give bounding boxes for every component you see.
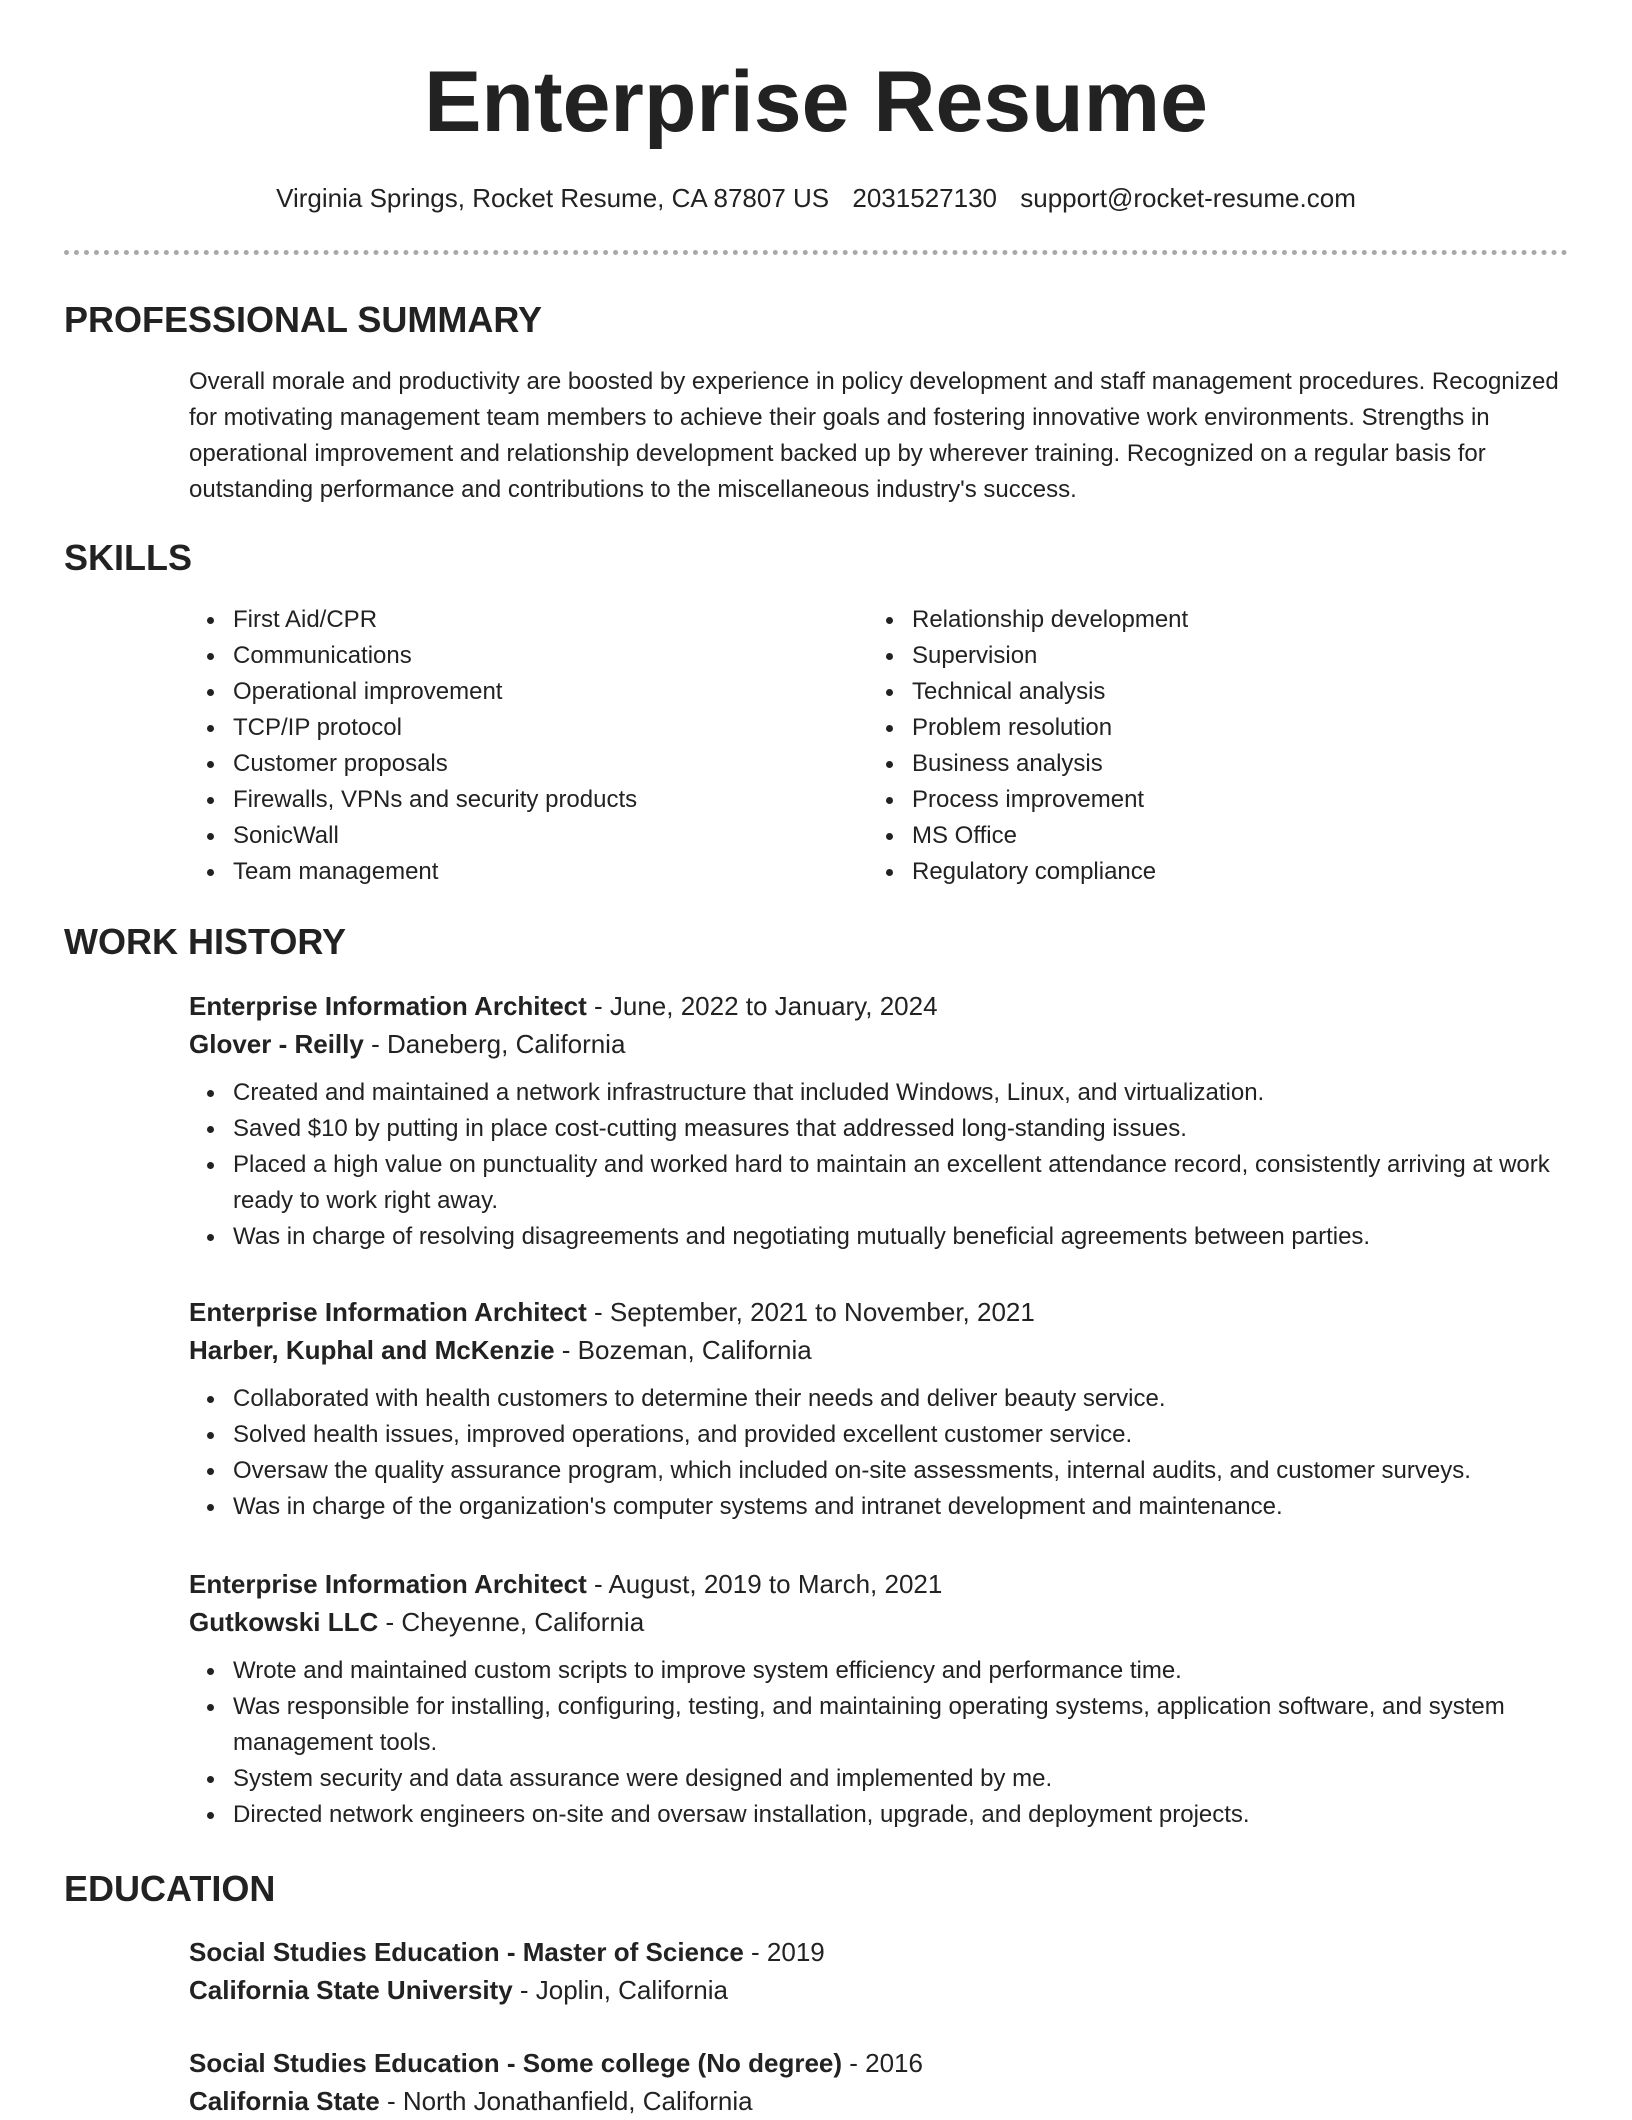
email-text: support@rocket-resume.com bbox=[1020, 183, 1356, 213]
skill-item: Communications bbox=[189, 638, 849, 674]
education-entry bbox=[189, 1933, 1569, 2009]
skills-list-left bbox=[189, 602, 849, 890]
job-bullet: Created and maintained a network infrastructure that included Windows, Linux, and virtualization. bbox=[189, 1075, 1569, 1111]
contact-line bbox=[0, 180, 1632, 216]
school-location: - Joplin, California bbox=[512, 1975, 728, 2005]
skills-heading: SKILLS bbox=[64, 537, 193, 578]
resume-title: Enterprise Resume bbox=[424, 54, 1208, 150]
work-history-heading: WORK HISTORY bbox=[64, 921, 347, 962]
skill-item: Regulatory compliance bbox=[868, 854, 1548, 890]
company-name: Harber, Kuphal and McKenzie bbox=[189, 1335, 555, 1365]
job-bullets bbox=[189, 1653, 1569, 1833]
degree-name: Social Studies Education - Some college (No degree) bbox=[189, 2048, 843, 2078]
skill-item: Technical analysis bbox=[868, 674, 1548, 710]
skill-item: Supervision bbox=[868, 638, 1548, 674]
job-bullets bbox=[189, 1381, 1569, 1525]
job-company-line bbox=[189, 1603, 1569, 1641]
summary-heading: PROFESSIONAL SUMMARY bbox=[64, 299, 543, 340]
school-line bbox=[189, 2082, 1569, 2120]
job-dates: - September, 2021 to November, 2021 bbox=[586, 1297, 1035, 1327]
company-name: Glover - Reilly bbox=[189, 1029, 364, 1059]
job-title-line bbox=[189, 1293, 1569, 1331]
job-dates: - June, 2022 to January, 2024 bbox=[586, 991, 938, 1021]
degree-name: Social Studies Education - Master of Science bbox=[189, 1937, 744, 1967]
job-title-line bbox=[189, 987, 1569, 1025]
degree-year: - 2019 bbox=[743, 1937, 825, 1967]
degree-line bbox=[189, 1933, 1569, 1971]
skill-item: Process improvement bbox=[868, 782, 1548, 818]
phone-text: 2031527130 bbox=[852, 183, 997, 213]
job-bullet: Wrote and maintained custom scripts to improve system efficiency and performance time. bbox=[189, 1653, 1569, 1689]
skill-item: Firewalls, VPNs and security products bbox=[189, 782, 849, 818]
job-entry bbox=[189, 1293, 1569, 1525]
job-title-line bbox=[189, 1565, 1569, 1603]
school-name: California State University bbox=[189, 1975, 513, 2005]
skill-item: First Aid/CPR bbox=[189, 602, 849, 638]
job-entry bbox=[189, 1565, 1569, 1833]
degree-year: - 2016 bbox=[842, 2048, 923, 2078]
education-heading: EDUCATION bbox=[64, 1868, 276, 1909]
school-line bbox=[189, 1971, 1569, 2009]
summary-text: Overall morale and productivity are boosted by experience in policy development and staff management procedures. Recognized for motivating management team members to achieve their goals and fostering innovative work environments. Strengths in operational improvement and relationship development backed up by wherever training. Recognized on a regular basis for outstanding performance and contributions to the miscellaneous industry's success. bbox=[189, 368, 1559, 503]
school-location: - North Jonathanfield, California bbox=[379, 2086, 753, 2116]
skills-list-right bbox=[868, 602, 1548, 890]
company-name: Gutkowski LLC bbox=[189, 1607, 379, 1637]
skill-item: Problem resolution bbox=[868, 710, 1548, 746]
company-location: - Daneberg, California bbox=[363, 1029, 626, 1059]
job-title: Enterprise Information Architect bbox=[189, 1569, 587, 1599]
skill-item: Customer proposals bbox=[189, 746, 849, 782]
job-title: Enterprise Information Architect bbox=[189, 1297, 587, 1327]
job-bullet: System security and data assurance were designed and implemented by me. bbox=[189, 1761, 1569, 1797]
skill-item: MS Office bbox=[868, 818, 1548, 854]
skill-item: TCP/IP protocol bbox=[189, 710, 849, 746]
job-bullet: Solved health issues, improved operations, and provided excellent customer service. bbox=[189, 1417, 1569, 1453]
job-bullet: Directed network engineers on-site and oversaw installation, upgrade, and deployment projects. bbox=[189, 1797, 1569, 1833]
company-location: - Cheyenne, California bbox=[378, 1607, 645, 1637]
education-entry bbox=[189, 2044, 1569, 2120]
skill-item: SonicWall bbox=[189, 818, 849, 854]
job-bullet: Was in charge of the organization's computer systems and intranet development and maintenance. bbox=[189, 1489, 1569, 1525]
school-name: California State bbox=[189, 2086, 380, 2116]
job-bullet: Was in charge of resolving disagreements and negotiating mutually beneficial agreements between parties. bbox=[189, 1219, 1569, 1255]
skill-item: Team management bbox=[189, 854, 849, 890]
address-text: Virginia Springs, Rocket Resume, CA 87807 US bbox=[276, 183, 830, 213]
job-bullet: Was responsible for installing, configuring, testing, and maintaining operating systems, application software, and system management tools. bbox=[189, 1689, 1569, 1761]
job-bullet: Collaborated with health customers to determine their needs and deliver beauty service. bbox=[189, 1381, 1569, 1417]
company-location: - Bozeman, California bbox=[554, 1335, 812, 1365]
job-company-line bbox=[189, 1025, 1569, 1063]
degree-line bbox=[189, 2044, 1569, 2082]
job-bullet: Placed a high value on punctuality and worked hard to maintain an excellent attendance record, consistently arriving at work ready to work right away. bbox=[189, 1147, 1569, 1219]
skill-item: Business analysis bbox=[868, 746, 1548, 782]
skill-item: Relationship development bbox=[868, 602, 1548, 638]
job-bullet: Saved $10 by putting in place cost-cutting measures that addressed long-standing issues. bbox=[189, 1111, 1569, 1147]
job-entry bbox=[189, 987, 1569, 1255]
header-divider bbox=[64, 250, 1568, 255]
job-bullet: Oversaw the quality assurance program, which included on-site assessments, internal audits, and customer surveys. bbox=[189, 1453, 1569, 1489]
skill-item: Operational improvement bbox=[189, 674, 849, 710]
job-dates: - August, 2019 to March, 2021 bbox=[586, 1569, 943, 1599]
job-company-line bbox=[189, 1331, 1569, 1369]
job-title: Enterprise Information Architect bbox=[189, 991, 587, 1021]
job-bullets bbox=[189, 1075, 1569, 1255]
